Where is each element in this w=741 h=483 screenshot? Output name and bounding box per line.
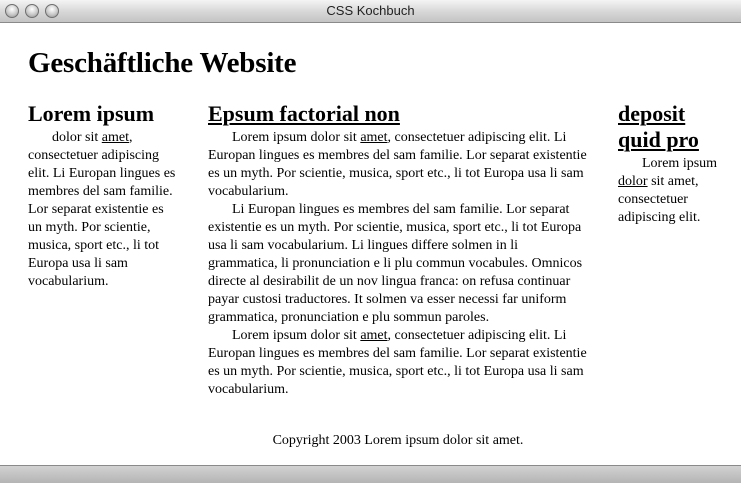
main-p1-text-1: Lorem ipsum dolor sit (232, 130, 361, 145)
amet-link[interactable]: amet (360, 130, 388, 145)
main-paragraph-3 (208, 327, 588, 399)
main-paragraph-1 (208, 129, 588, 201)
page-content (0, 23, 741, 466)
left-text-1: dolor sit (52, 130, 102, 145)
right-column (618, 101, 730, 227)
main-p3-text-2: , consectetuer adipiscing elit. Li Europan lingues es membres del sam familie. Lor separat existentie es un myth. Por scientie, musica, sport etc., li tot Europa usa li sam vocabularium. (208, 328, 587, 397)
main-p1-text-2: , consectetuer adipiscing elit. Li Europan lingues es membres del sam familie. Lor separat existentie es un myth. Por scientie, musica, sport etc., li tot Europa usa li sam vocabularium. (208, 130, 587, 199)
right-text-2: sit amet, consectetuer adipiscing elit. (618, 174, 701, 225)
main-heading-link[interactable]: Epsum factorial non (208, 101, 400, 126)
left-column-paragraph (28, 129, 180, 291)
amet-link[interactable]: amet (101, 130, 129, 145)
footer-copyright: Copyright 2003 Lorem ipsum dolor sit amet. (272, 433, 524, 448)
left-column (28, 101, 180, 291)
window-titlebar[interactable] (0, 0, 741, 23)
right-heading-link[interactable]: deposit quid pro (618, 101, 699, 152)
right-text-1: Lorem ipsum (642, 156, 718, 171)
main-paragraph-2: Li Europan lingues es membres del sam familie. Lor separat existentie es un myth. Por scientie, musica, sport etc., li tot Europa usa li sam vocabularium. Li lingues differe solmen in li grammatica, li pronunciation e li plu commun vocabules. Omnicos directe al desirabilit de un nov lingua franca: on refusa continuar payar custosi traductores. It solmen va esser necessi far uniform grammatica, pronunciation e plu sommun paroles. (208, 202, 583, 325)
left-column-heading: Lorem ipsum (28, 101, 155, 126)
window-bottom-bar (0, 465, 741, 483)
window-title: CSS Kochbuch (326, 3, 415, 18)
left-text-2: , consectetuer adipiscing elit. Li Europan lingues es membres del sam familie. Lor separat existentie es un myth. Por scientie, musica, sport etc., li tot Europa usa li sam vocabularium. (28, 130, 176, 289)
right-column-paragraph (618, 155, 730, 227)
page-title: Geschäftliche Website (28, 47, 297, 79)
main-p3-text-1: Lorem ipsum dolor sit (232, 328, 361, 343)
main-column (208, 101, 588, 399)
amet-link[interactable]: amet (360, 328, 388, 343)
dolor-link[interactable]: dolor (618, 174, 648, 189)
